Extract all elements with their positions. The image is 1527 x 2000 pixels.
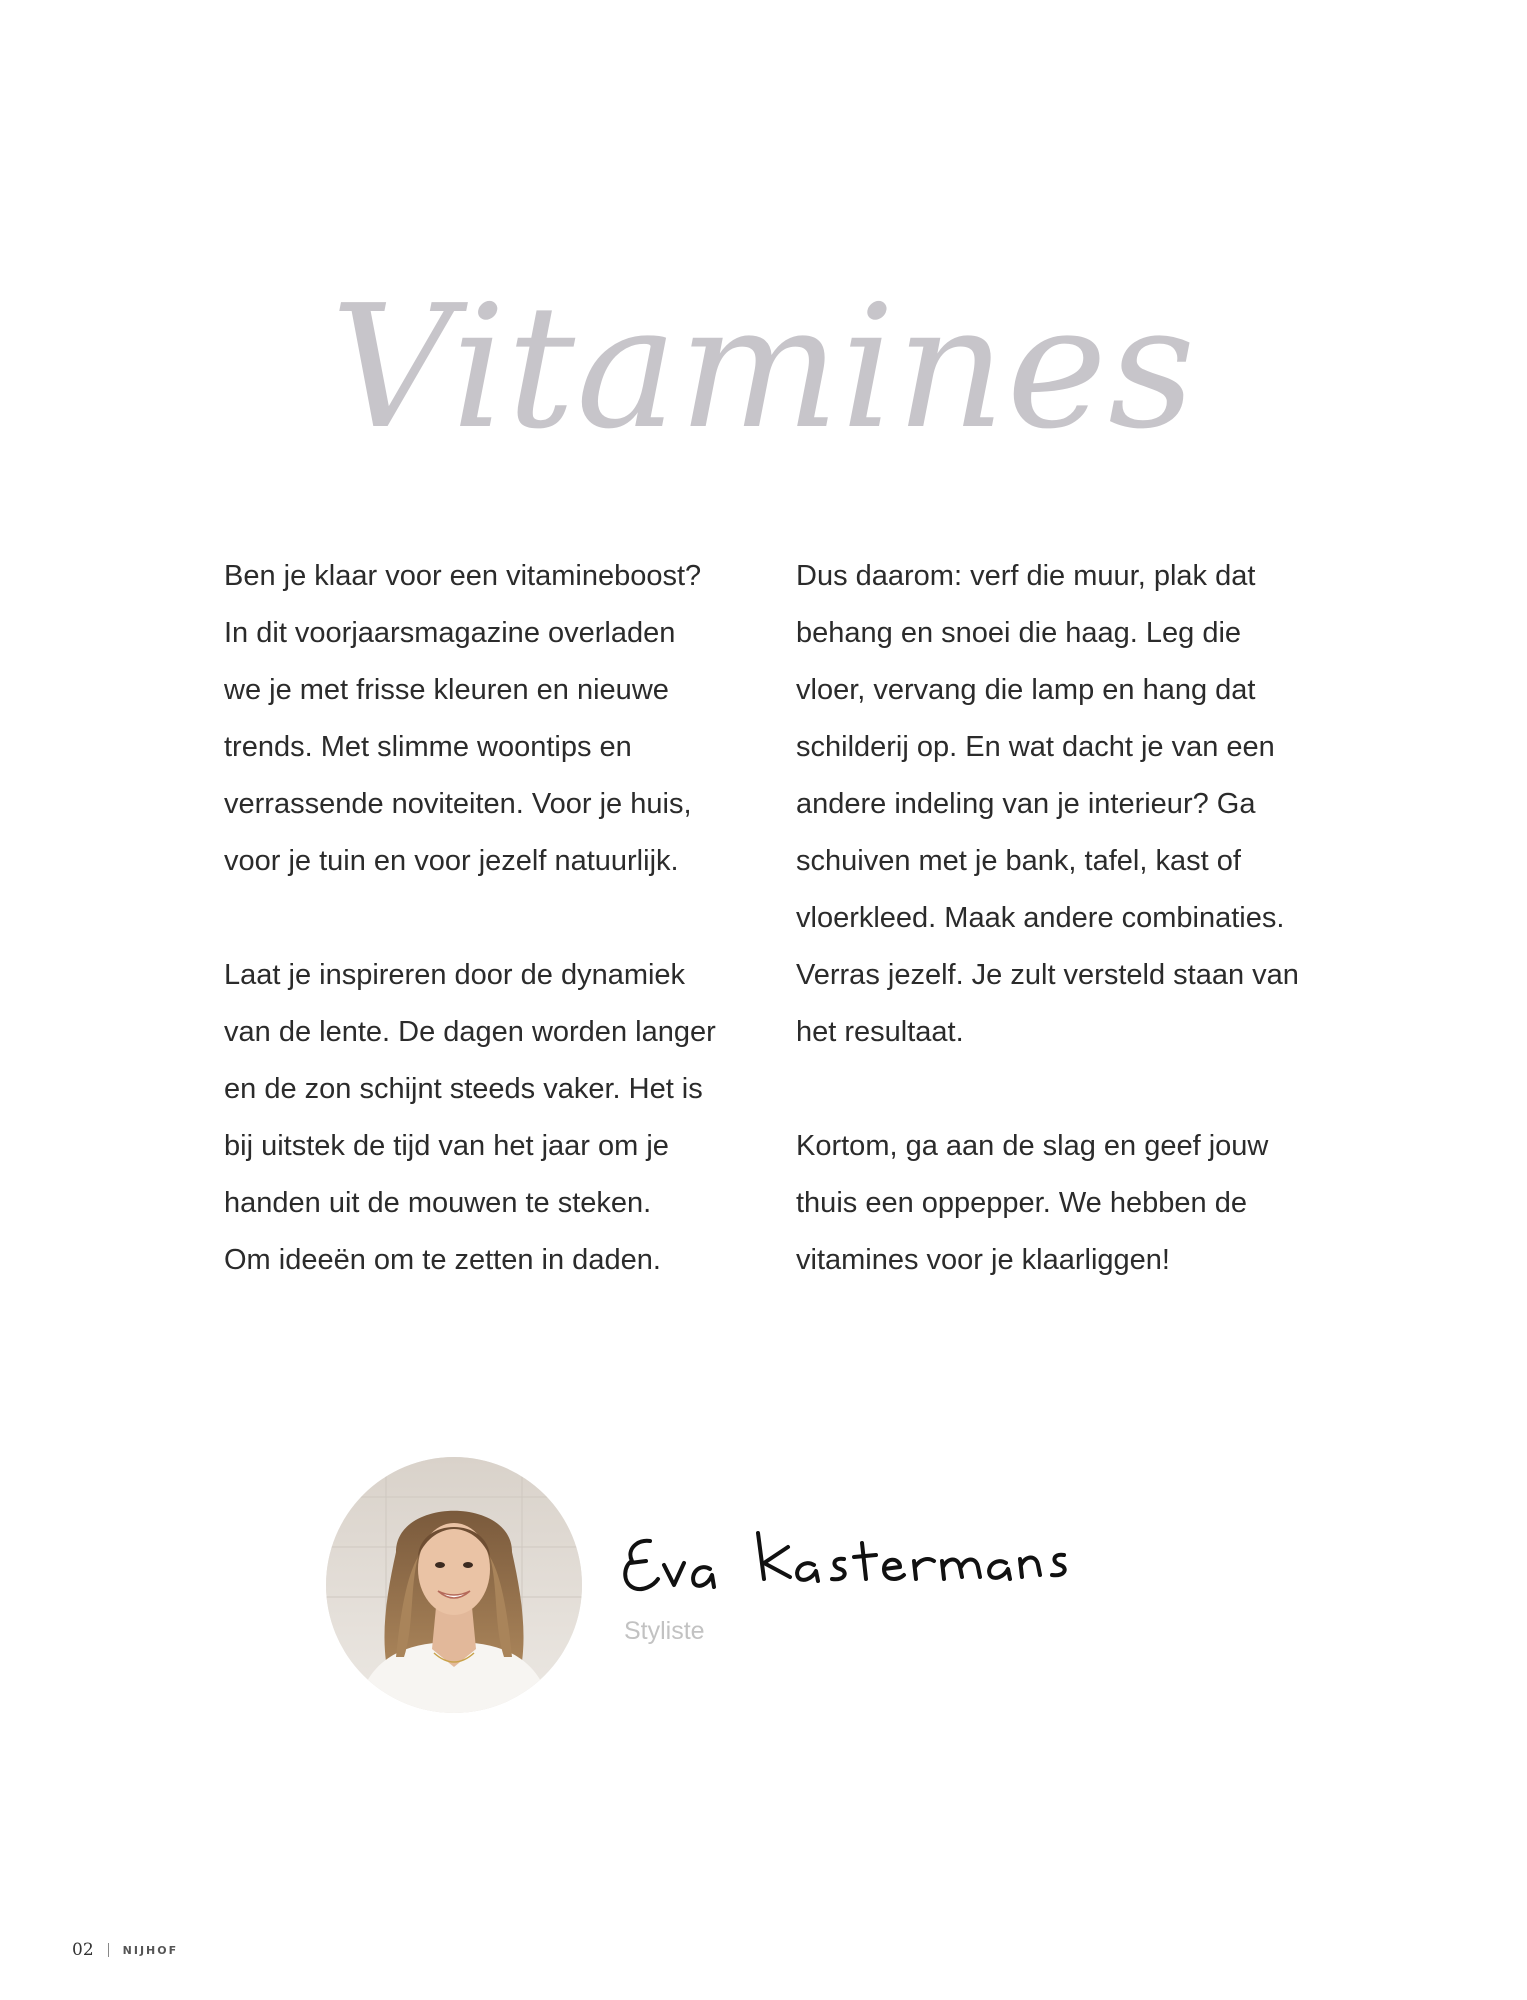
- text-column-right: [796, 548, 1336, 1289]
- text-column-left: [224, 548, 764, 1289]
- author-role: Styliste: [624, 1617, 705, 1645]
- portrait-image: [326, 1457, 582, 1713]
- paragraph: Ben je klaar voor een vitamineboost? In dit voorjaarsmagazine overladen we je met frisse kleuren en nieuwe trends. Met slimme woontips en verrassende noviteiten. Voor je huis, voor je tuin en voor jezelf natuurlijk.: [224, 560, 702, 877]
- author-photo: [326, 1457, 582, 1713]
- page-title: Vitamines: [330, 269, 1197, 467]
- paragraph: Dus daarom: verf die muur, plak dat behang en snoei die haag. Leg die vloer, vervang die lamp en hang dat schilderij op. En wat dacht je van een andere indeling van je interieur? Ga schuiven met je bank, tafel, kast of vloerkleed. Maak andere combinaties. Verras jezelf. Je zult versteld staan van het resultaat.: [796, 560, 1299, 1048]
- brand-logo: NIJHOF: [122, 1943, 179, 1957]
- page-number: 02: [72, 1940, 94, 1960]
- page-footer: [72, 1940, 178, 1960]
- author-block: [326, 1457, 1226, 1717]
- paragraph: Laat je inspireren door de dynamiek van de lente. De dagen worden langer en de zon schijnt steeds vaker. Het is bij uitstek de tijd van het jaar om je handen uit de mouwen te steken. Om ideeën om te zetten in daden.: [224, 959, 716, 1276]
- handwritten-signature: [618, 1519, 1138, 1609]
- footer-divider: [108, 1943, 109, 1957]
- signature: [618, 1519, 1138, 1609]
- paragraph: Kortom, ga aan de slag en geef jouw thuis een oppepper. We hebben de vitamines voor je klaarliggen!: [796, 1130, 1269, 1276]
